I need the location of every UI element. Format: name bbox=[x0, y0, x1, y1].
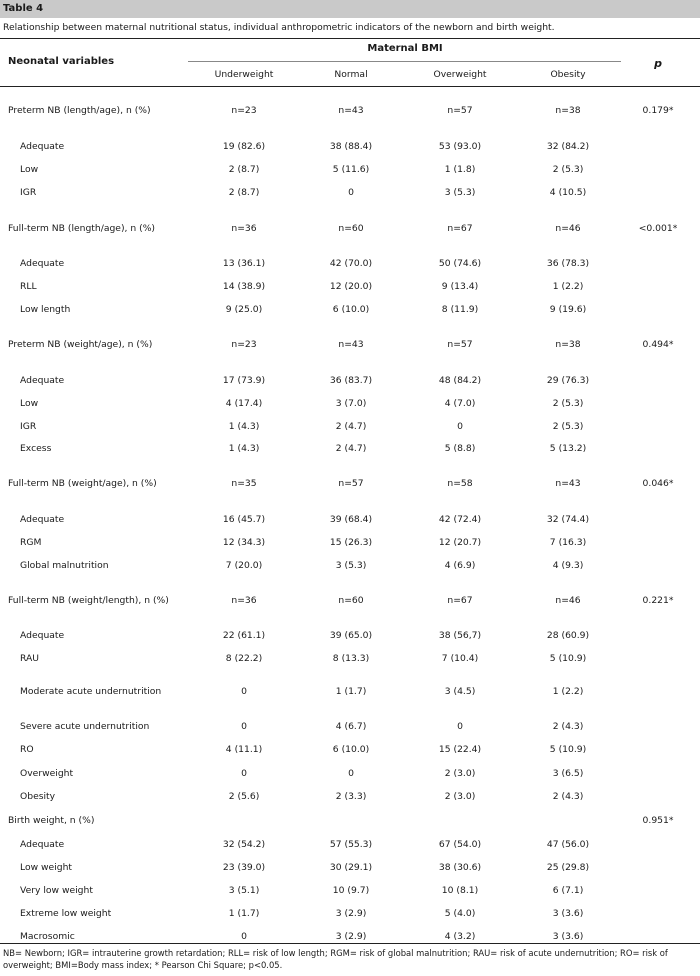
table-cell: 12 (34.3) bbox=[222, 537, 266, 548]
table-cell: 7 (16.3) bbox=[549, 537, 587, 548]
table-cell: n=60 bbox=[338, 595, 364, 606]
table-cell: 0 bbox=[348, 768, 354, 779]
table-cell: n=46 bbox=[555, 595, 581, 606]
table-cell: 32 (54.2) bbox=[222, 839, 266, 850]
table-cell: 17 (73.9) bbox=[222, 375, 266, 386]
group-row-label: Birth weight, n (%) bbox=[8, 815, 95, 826]
sub-row-label: Low length bbox=[20, 304, 71, 315]
table-cell: 2 (3.3) bbox=[335, 791, 367, 802]
table-cell: 7 (10.4) bbox=[441, 653, 479, 664]
table-cell: 2 (3.0) bbox=[444, 791, 476, 802]
p-value-cell: 0.494* bbox=[642, 339, 674, 350]
table-cell: 12 (20.0) bbox=[329, 281, 373, 292]
sub-row-label: Adequate bbox=[20, 375, 65, 386]
sub-row-label: Overweight bbox=[20, 768, 74, 779]
table-cell: 32 (74.4) bbox=[546, 514, 590, 525]
sub-row-label: Severe acute undernutrition bbox=[20, 721, 150, 732]
table-cell: 9 (13.4) bbox=[441, 281, 479, 292]
p-value-cell: 0.046* bbox=[642, 478, 674, 489]
table-cell: n=23 bbox=[231, 105, 257, 116]
table-cell: 0 bbox=[457, 421, 463, 432]
table-cell: n=35 bbox=[231, 478, 257, 489]
table-cell: 0 bbox=[241, 768, 247, 779]
table-cell: 5 (11.6) bbox=[332, 164, 370, 175]
sub-row-label: Extreme low weight bbox=[20, 908, 112, 919]
p-value-cell: 0.179* bbox=[642, 105, 674, 116]
table-cell: 8 (22.2) bbox=[225, 653, 263, 664]
table-cell: 5 (8.8) bbox=[444, 443, 476, 454]
table-cell: 4 (3.2) bbox=[444, 931, 476, 942]
table-cell: 1 (4.3) bbox=[228, 421, 260, 432]
table-cell: 5 (13.2) bbox=[549, 443, 587, 454]
table-cell: 39 (68.4) bbox=[329, 514, 373, 525]
table-cell: 9 (25.0) bbox=[225, 304, 263, 315]
sub-row-label: Macrosomic bbox=[20, 931, 75, 942]
sub-row-label: IGR bbox=[20, 421, 37, 432]
table-cell: 4 (6.9) bbox=[444, 560, 476, 571]
table-cell: 42 (70.0) bbox=[329, 258, 373, 269]
group-row-label: Full-term NB (length/age), n (%) bbox=[8, 223, 156, 234]
table-cell: 53 (93.0) bbox=[438, 141, 482, 152]
table-cell: n=43 bbox=[555, 478, 581, 489]
table-cell: 36 (83.7) bbox=[329, 375, 373, 386]
table-cell: 42 (72.4) bbox=[438, 514, 482, 525]
table-cell: n=57 bbox=[447, 339, 473, 350]
table-cell: n=38 bbox=[555, 105, 581, 116]
table-cell: 3 (3.6) bbox=[552, 931, 584, 942]
p-value-cell: 0.221* bbox=[642, 595, 674, 606]
table-cell: n=60 bbox=[338, 223, 364, 234]
table-cell: 19 (82.6) bbox=[222, 141, 266, 152]
table-cell: n=58 bbox=[447, 478, 473, 489]
table-cell: 1 (2.2) bbox=[552, 686, 584, 697]
p-value-cell: 0.951* bbox=[642, 815, 674, 826]
p-value-cell: <0.001* bbox=[638, 223, 678, 234]
table-bottom-rule bbox=[0, 943, 700, 944]
sub-row-label: IGR bbox=[20, 187, 37, 198]
table-cell: 2 (4.3) bbox=[552, 721, 584, 732]
header-group-rule bbox=[188, 61, 621, 62]
table-cell: 32 (84.2) bbox=[546, 141, 590, 152]
table-cell: 1 (1.7) bbox=[335, 686, 367, 697]
header-row-label: Neonatal variables bbox=[8, 56, 115, 67]
sub-row-label: Moderate acute undernutrition bbox=[20, 686, 162, 697]
sub-row-label: RLL bbox=[20, 281, 37, 292]
table-cell: 39 (65.0) bbox=[329, 630, 373, 641]
table-cell: 3 (4.5) bbox=[444, 686, 476, 697]
table-cell: 7 (20.0) bbox=[225, 560, 263, 571]
table-cell: 15 (22.4) bbox=[438, 744, 482, 755]
table-caption: Relationship between maternal nutritional status, individual anthropometric indicators of the newborn and birth weight. bbox=[3, 22, 555, 33]
table-cell: 9 (19.6) bbox=[549, 304, 587, 315]
table-cell: 25 (29.8) bbox=[546, 862, 590, 873]
table-cell: n=36 bbox=[231, 223, 257, 234]
table-cell: 23 (39.0) bbox=[222, 862, 266, 873]
table-cell: n=67 bbox=[447, 223, 473, 234]
table-cell: 29 (76.3) bbox=[546, 375, 590, 386]
group-row-label: Full-term NB (weight/age), n (%) bbox=[8, 478, 157, 489]
table-cell: 4 (7.0) bbox=[444, 398, 476, 409]
table-cell: 57 (55.3) bbox=[329, 839, 373, 850]
sub-row-label: Low bbox=[20, 398, 39, 409]
table-cell: 28 (60.9) bbox=[546, 630, 590, 641]
table-cell: 38 (56,7) bbox=[438, 630, 482, 641]
table-cell: 1 (2.2) bbox=[552, 281, 584, 292]
table-cell: 5 (4.0) bbox=[444, 908, 476, 919]
table-cell: 2 (4.7) bbox=[335, 443, 367, 454]
table-cell: 2 (3.0) bbox=[444, 768, 476, 779]
table-cell: n=43 bbox=[338, 105, 364, 116]
group-row-label: Full-term NB (weight/length), n (%) bbox=[8, 595, 169, 606]
header-top-rule bbox=[0, 38, 700, 39]
table-cell: 1 (1.8) bbox=[444, 164, 476, 175]
table-cell: 3 (6.5) bbox=[552, 768, 584, 779]
table-cell: 2 (5.3) bbox=[552, 398, 584, 409]
table-cell: n=57 bbox=[338, 478, 364, 489]
header-col-obesity: Obesity bbox=[550, 69, 586, 80]
table-cell: 22 (61.1) bbox=[222, 630, 266, 641]
table-cell: 0 bbox=[241, 686, 247, 697]
table-label: Table 4 bbox=[3, 3, 44, 14]
table-cell: 4 (17.4) bbox=[225, 398, 263, 409]
sub-row-label: Adequate bbox=[20, 141, 65, 152]
table-cell: 3 (2.9) bbox=[335, 908, 367, 919]
table-cell: 0 bbox=[241, 931, 247, 942]
group-row-label: Preterm NB (length/age), n (%) bbox=[8, 105, 151, 116]
header-col-normal: Normal bbox=[334, 69, 368, 80]
group-row-label: Preterm NB (weight/age), n (%) bbox=[8, 339, 153, 350]
table-cell: 15 (26.3) bbox=[329, 537, 373, 548]
table-cell: 5 (10.9) bbox=[549, 744, 587, 755]
sub-row-label: Obesity bbox=[20, 791, 56, 802]
sub-row-label: Very low weight bbox=[20, 885, 93, 896]
table-cell: 3 (3.6) bbox=[552, 908, 584, 919]
table-cell: 4 (11.1) bbox=[225, 744, 263, 755]
sub-row-label: Adequate bbox=[20, 258, 65, 269]
table-cell: n=67 bbox=[447, 595, 473, 606]
table-cell: 16 (45.7) bbox=[222, 514, 266, 525]
table-cell: 2 (5.3) bbox=[552, 164, 584, 175]
table-cell: 6 (7.1) bbox=[552, 885, 584, 896]
sub-row-label: Low bbox=[20, 164, 39, 175]
table-cell: n=57 bbox=[447, 105, 473, 116]
table-footnote: NB= Newborn; IGR= intrauterine growth retardation; RLL= risk of low length; RGM= risk of global malnutrition; RAU= risk of acute undernutrition; RO= risk of overweight; BMI=Body mass index; * Pearson Chi Square; p<0.05. bbox=[3, 948, 668, 970]
header-p-label: p bbox=[654, 57, 662, 70]
header-col-underweight: Underweight bbox=[214, 69, 274, 80]
sub-row-label: Low weight bbox=[20, 862, 72, 873]
table-cell: 8 (11.9) bbox=[441, 304, 479, 315]
table-cell: 2 (4.3) bbox=[552, 791, 584, 802]
table-cell: 3 (5.1) bbox=[228, 885, 260, 896]
header-bottom-rule bbox=[0, 86, 700, 87]
table-cell: n=23 bbox=[231, 339, 257, 350]
sub-row-label: Adequate bbox=[20, 839, 65, 850]
table-cell: n=43 bbox=[338, 339, 364, 350]
table-cell: 30 (29.1) bbox=[329, 862, 373, 873]
table-cell: 5 (10.9) bbox=[549, 653, 587, 664]
table-cell: 3 (5.3) bbox=[444, 187, 476, 198]
table-cell: 0 bbox=[241, 721, 247, 732]
table-cell: 2 (5.6) bbox=[228, 791, 260, 802]
table-cell: 10 (9.7) bbox=[332, 885, 370, 896]
table-cell: 6 (10.0) bbox=[332, 744, 370, 755]
table-cell: 2 (4.7) bbox=[335, 421, 367, 432]
sub-row-label: Excess bbox=[20, 443, 52, 454]
table-cell: 2 (8.7) bbox=[228, 164, 260, 175]
sub-row-label: Adequate bbox=[20, 514, 65, 525]
table-cell: 6 (10.0) bbox=[332, 304, 370, 315]
table-cell: 36 (78.3) bbox=[546, 258, 590, 269]
table-cell: 8 (13.3) bbox=[332, 653, 370, 664]
table-cell: n=38 bbox=[555, 339, 581, 350]
table-cell: 4 (10.5) bbox=[549, 187, 587, 198]
sub-row-label: RAU bbox=[20, 653, 40, 664]
sub-row-label: RO bbox=[20, 744, 34, 755]
table-cell: 50 (74.6) bbox=[438, 258, 482, 269]
table-cell: 0 bbox=[457, 721, 463, 732]
table-cell: 0 bbox=[348, 187, 354, 198]
table-cell: 12 (20.7) bbox=[438, 537, 482, 548]
table-cell: 47 (56.0) bbox=[546, 839, 590, 850]
header-col-overweight: Overweight bbox=[433, 69, 487, 80]
table-cell: 1 (1.7) bbox=[228, 908, 260, 919]
table-cell: 3 (2.9) bbox=[335, 931, 367, 942]
table-cell: 67 (54.0) bbox=[438, 839, 482, 850]
table-cell: 2 (8.7) bbox=[228, 187, 260, 198]
table-title-bar bbox=[0, 0, 700, 18]
table-cell: 14 (38.9) bbox=[222, 281, 266, 292]
table-cell: n=46 bbox=[555, 223, 581, 234]
table-cell: n=36 bbox=[231, 595, 257, 606]
sub-row-label: Global malnutrition bbox=[20, 560, 109, 571]
table-cell: 48 (84.2) bbox=[438, 375, 482, 386]
table-cell: 3 (7.0) bbox=[335, 398, 367, 409]
table-cell: 2 (5.3) bbox=[552, 421, 584, 432]
table-cell: 13 (36.1) bbox=[222, 258, 266, 269]
table-cell: 10 (8.1) bbox=[441, 885, 479, 896]
table-cell: 4 (6.7) bbox=[335, 721, 367, 732]
table-cell: 38 (30.6) bbox=[438, 862, 482, 873]
sub-row-label: RGM bbox=[20, 537, 42, 548]
sub-row-label: Adequate bbox=[20, 630, 65, 641]
table-cell: 1 (4.3) bbox=[228, 443, 260, 454]
table-cell: 4 (9.3) bbox=[552, 560, 584, 571]
table-cell: 38 (88.4) bbox=[329, 141, 373, 152]
header-group-label: Maternal BMI bbox=[367, 43, 443, 54]
table-cell: 3 (5.3) bbox=[335, 560, 367, 571]
